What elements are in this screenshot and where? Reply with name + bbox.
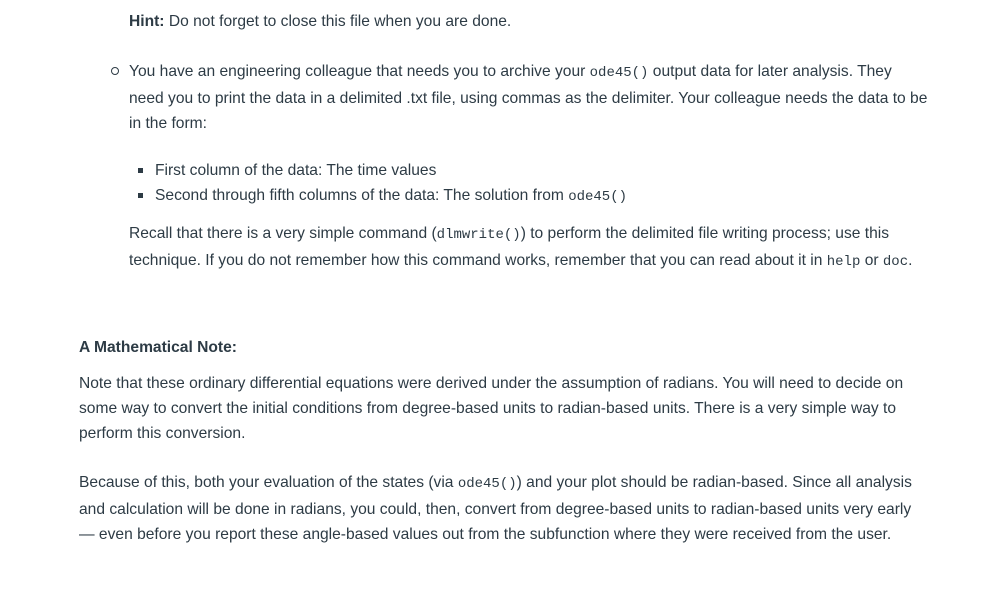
square-bullet-icon xyxy=(138,168,143,173)
circle-bullet-icon xyxy=(111,67,119,75)
conversion-paragraph xyxy=(79,470,929,547)
archive-list-item xyxy=(129,59,929,136)
sub-item-code: ode45() xyxy=(568,189,628,205)
para2-text-1: Because of this, both your evaluation of the states (via xyxy=(79,474,458,491)
hint-text: Do not forget to close this file when you are done. xyxy=(164,13,512,30)
sub-item-text: First column of the data: The time values xyxy=(155,162,437,179)
square-bullet-icon xyxy=(138,193,143,198)
archive-text-1: You have an engineering colleague that needs you to archive your xyxy=(129,63,590,80)
list-item xyxy=(155,183,915,208)
sub-item-text: Second through fifth columns of the data: The solution from xyxy=(155,187,569,204)
recall-code-help: help xyxy=(826,254,861,270)
para2-code-ode45: ode45() xyxy=(457,476,517,492)
radians-paragraph: Note that these ordinary differential equations were derived under the assumption of radians. You will need to decide on some way to convert the initial conditions from degree-based units to radian-based units. There is a very simple way to perform this conversion. xyxy=(79,375,904,442)
column-format-list xyxy=(155,158,915,208)
recall-code-doc: doc xyxy=(882,254,909,270)
recall-paragraph xyxy=(129,221,929,275)
recall-code-dlmwrite: dlmwrite() xyxy=(436,227,521,243)
hint-paragraph xyxy=(129,9,929,34)
recall-text-2: ) to perform the delimited file writing process; use this technique. If you do not remember how this command works, remember that you can read about it in xyxy=(129,225,890,269)
hint-label: Hint: xyxy=(129,13,165,30)
recall-text-4: . xyxy=(908,252,913,269)
recall-text-3: or xyxy=(860,252,883,269)
para2-text-2: ) and your plot should be radian-based. Since all analysis and calculation will be done in radians, you could, then, convert from degree-based units to radian-based units very early — even before you report these angle-based values out from the subfunction where they were received from the user. xyxy=(79,474,912,543)
list-item xyxy=(155,158,915,183)
recall-text-1: Recall that there is a very simple command ( xyxy=(129,225,437,242)
section-heading: A Mathematical Note: xyxy=(79,339,237,356)
archive-text-2: output data for later analysis. They need you to print the data in a delimited .txt file, using commas as the delimiter. Your colleague needs the data to be in the form: xyxy=(129,63,928,132)
archive-code-ode45: ode45() xyxy=(589,65,649,81)
